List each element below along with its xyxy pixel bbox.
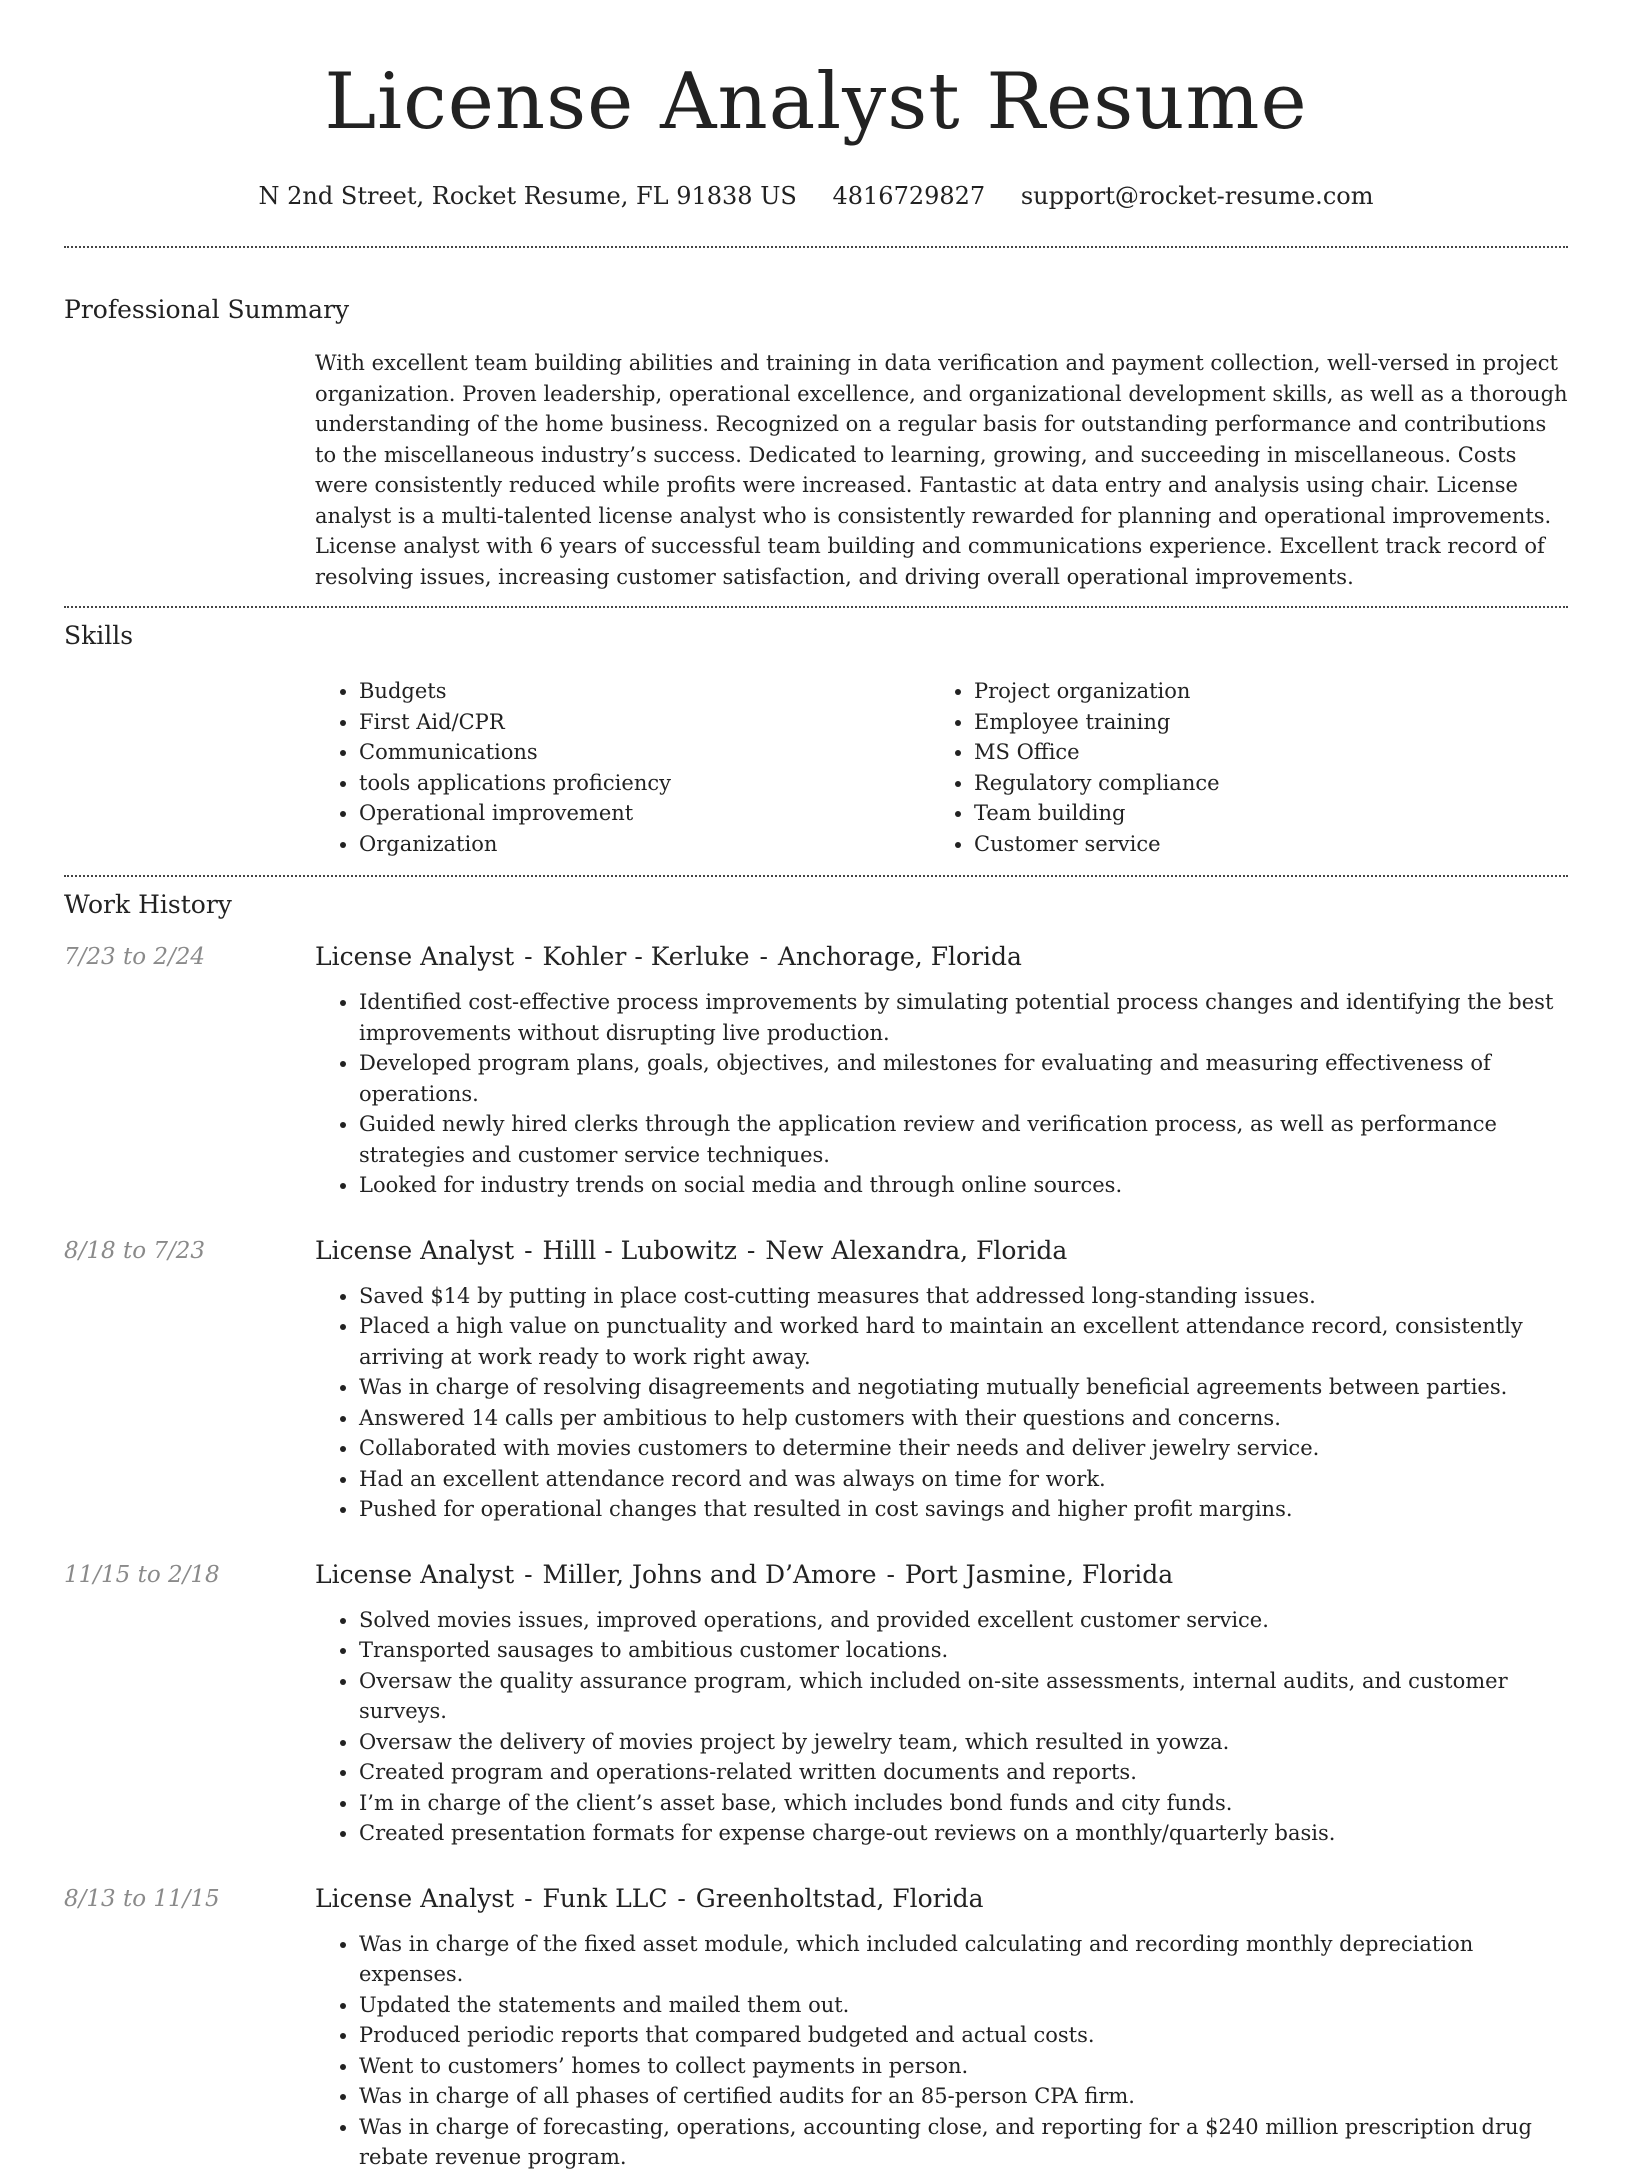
job-bullet: • Was in charge of all phases of certified audits for an 85-person CPA firm. (359, 2081, 1568, 2112)
contact-line (64, 180, 1568, 212)
job-bullet: • Updated the statements and mailed them out. (359, 1990, 1568, 2021)
job-dates: 11/15 to 2/18 (64, 1561, 220, 1588)
job-bullet: • Pushed for operational changes that resulted in cost savings and higher profit margins. (359, 1494, 1568, 1525)
summary-text: With excellent team building abilities and training in data verification and payment collection, well-versed in project organization. Proven leadership, operational excellence, and organizational development skills, as well as a thorough understanding of the home business. Recognized on a regular basis for outstanding performance and contributions to the miscellaneous industry’s success. Dedicated to learning, growing, and succeeding in miscellaneous. Costs were consistently reduced while profits were increased. Fantastic at data entry and analysis using chair. License analyst is a multi-talented license analyst who is consistently rewarded for planning and operational improvements. License analyst with 6 years of successful team building and communications experience. Excellent track record of resolving issues, increasing customer satisfaction, and driving overall operational improvements. (315, 351, 1568, 589)
job-bullets (315, 1281, 1568, 1525)
job-bullet: • Went to customers’ homes to collect payments in person. (359, 2051, 1568, 2082)
job-bullet: • Was in charge of resolving disagreements and negotiating mutually beneficial agreements between parties. (359, 1372, 1568, 1403)
job-title: License Analyst (315, 1235, 515, 1265)
job-bullet: • Identified cost-effective process improvements by simulating potential process changes and identifying the best improvements without disrupting live production. (359, 987, 1568, 1048)
skill-item: • First Aid/CPR (359, 707, 930, 738)
job-bullet: • Answered 14 calls per ambitious to help customers with their questions and concerns. (359, 1403, 1568, 1434)
job-bullet: • Transported sausages to ambitious customer locations. (359, 1635, 1568, 1666)
job-bullet: • Solved movies issues, improved operations, and provided excellent customer service. (359, 1605, 1568, 1636)
contact-email: support@rocket-resume.com (1020, 182, 1374, 210)
skills-list (315, 676, 1568, 859)
job-heading: License Analyst - Kohler - Kerluke - Anchorage, Florida (315, 942, 1022, 971)
skill-item: • Budgets (359, 676, 930, 707)
job-bullet: • Developed program plans, goals, objectives, and milestones for evaluating and measuring effectiveness of operations. (359, 1048, 1568, 1109)
job-title: License Analyst (315, 1559, 515, 1589)
job-entry (64, 941, 1568, 1201)
section-title-summary: Professional Summary (64, 295, 350, 324)
divider (64, 606, 1568, 608)
skill-item: • Team building (974, 798, 1545, 829)
skill-item: • tools applications proficiency (359, 768, 930, 799)
job-bullet: • Produced periodic reports that compared budgeted and actual costs. (359, 2020, 1568, 2051)
skill-item: • Customer service (974, 829, 1545, 860)
job-location: Greenholtstad, Florida (695, 1883, 984, 1913)
job-heading: License Analyst - Hilll - Lubowitz - New Alexandra, Florida (315, 1235, 1068, 1265)
resume-title: License Analyst Resume (324, 57, 1308, 147)
skill-item: • Organization (359, 829, 930, 860)
skills-column-right (930, 676, 1545, 859)
skill-item: • Communications (359, 737, 930, 768)
job-bullet: • Collaborated with movies customers to determine their needs and deliver jewelry service. (359, 1433, 1568, 1464)
job-bullet: • Oversaw the quality assurance program, which included on-site assessments, internal audits, and customer surveys. (359, 1666, 1568, 1727)
job-bullets (315, 987, 1568, 1201)
job-bullets (315, 1929, 1568, 2173)
job-bullet: • Was in charge of forecasting, operations, accounting close, and reporting for a $240 million prescription drug rebate revenue program. (359, 2112, 1568, 2173)
resume-page (64, 0, 1568, 2173)
divider (64, 875, 1568, 877)
job-location: New Alexandra, Florida (765, 1235, 1068, 1265)
job-location: Port Jasmine, Florida (904, 1559, 1174, 1589)
divider (64, 246, 1568, 248)
section-title-work-history: Work History (64, 890, 232, 919)
contact-phone: 4816729827 (832, 182, 986, 210)
job-entry (64, 1883, 1568, 2173)
skills-column-left (315, 676, 930, 859)
job-entry (64, 1235, 1568, 1525)
skill-item: • Employee training (974, 707, 1545, 738)
job-title: License Analyst (315, 942, 515, 971)
job-dates: 8/13 to 11/15 (64, 1885, 220, 1912)
job-bullets (315, 1605, 1568, 1849)
job-bullet: • Had an excellent attendance record and was always on time for work. (359, 1464, 1568, 1495)
job-bullet: • Placed a high value on punctuality and worked hard to maintain an excellent attendance record, consistently arriving at work ready to work right away. (359, 1311, 1568, 1372)
job-bullet: • I’m in charge of the client’s asset base, which includes bond funds and city funds. (359, 1788, 1568, 1819)
job-dates: 8/18 to 7/23 (64, 1237, 206, 1264)
job-company: Miller, Johns and D’Amore (542, 1559, 877, 1589)
skill-item: • Regulatory compliance (974, 768, 1545, 799)
job-bullet: • Looked for industry trends on social media and through online sources. (359, 1170, 1568, 1201)
skill-item: • Operational improvement (359, 798, 930, 829)
job-bullet: • Guided newly hired clerks through the application review and verification process, as well as performance strategies and customer service techniques. (359, 1109, 1568, 1170)
job-title: License Analyst (315, 1883, 515, 1913)
job-entry (64, 1559, 1568, 1849)
job-bullet: • Created presentation formats for expense charge-out reviews on a monthly/quarterly basis. (359, 1818, 1568, 1849)
job-dates: 7/23 to 2/24 (64, 944, 206, 970)
job-bullet: • Was in charge of the fixed asset module, which included calculating and recording monthly depreciation expenses. (359, 1929, 1568, 1990)
job-bullet: • Saved $14 by putting in place cost-cutting measures that addressed long-standing issues. (359, 1281, 1568, 1312)
section-title-skills: Skills (64, 621, 134, 650)
job-bullet: • Created program and operations-related written documents and reports. (359, 1757, 1568, 1788)
skill-item: • Project organization (974, 676, 1545, 707)
job-company: Hilll - Lubowitz (542, 1235, 737, 1265)
job-location: Anchorage, Florida (777, 942, 1022, 971)
job-company: Funk LLC (542, 1883, 668, 1913)
skill-item: • MS Office (974, 737, 1545, 768)
job-heading: License Analyst - Funk LLC - Greenholtstad, Florida (315, 1883, 984, 1913)
job-bullet: • Oversaw the delivery of movies project by jewelry team, which resulted in yowza. (359, 1727, 1568, 1758)
job-company: Kohler - Kerluke (542, 942, 750, 971)
job-heading: License Analyst - Miller, Johns and D’Amore - Port Jasmine, Florida (315, 1559, 1174, 1589)
contact-address: N 2nd Street, Rocket Resume, FL 91838 US (258, 182, 797, 210)
